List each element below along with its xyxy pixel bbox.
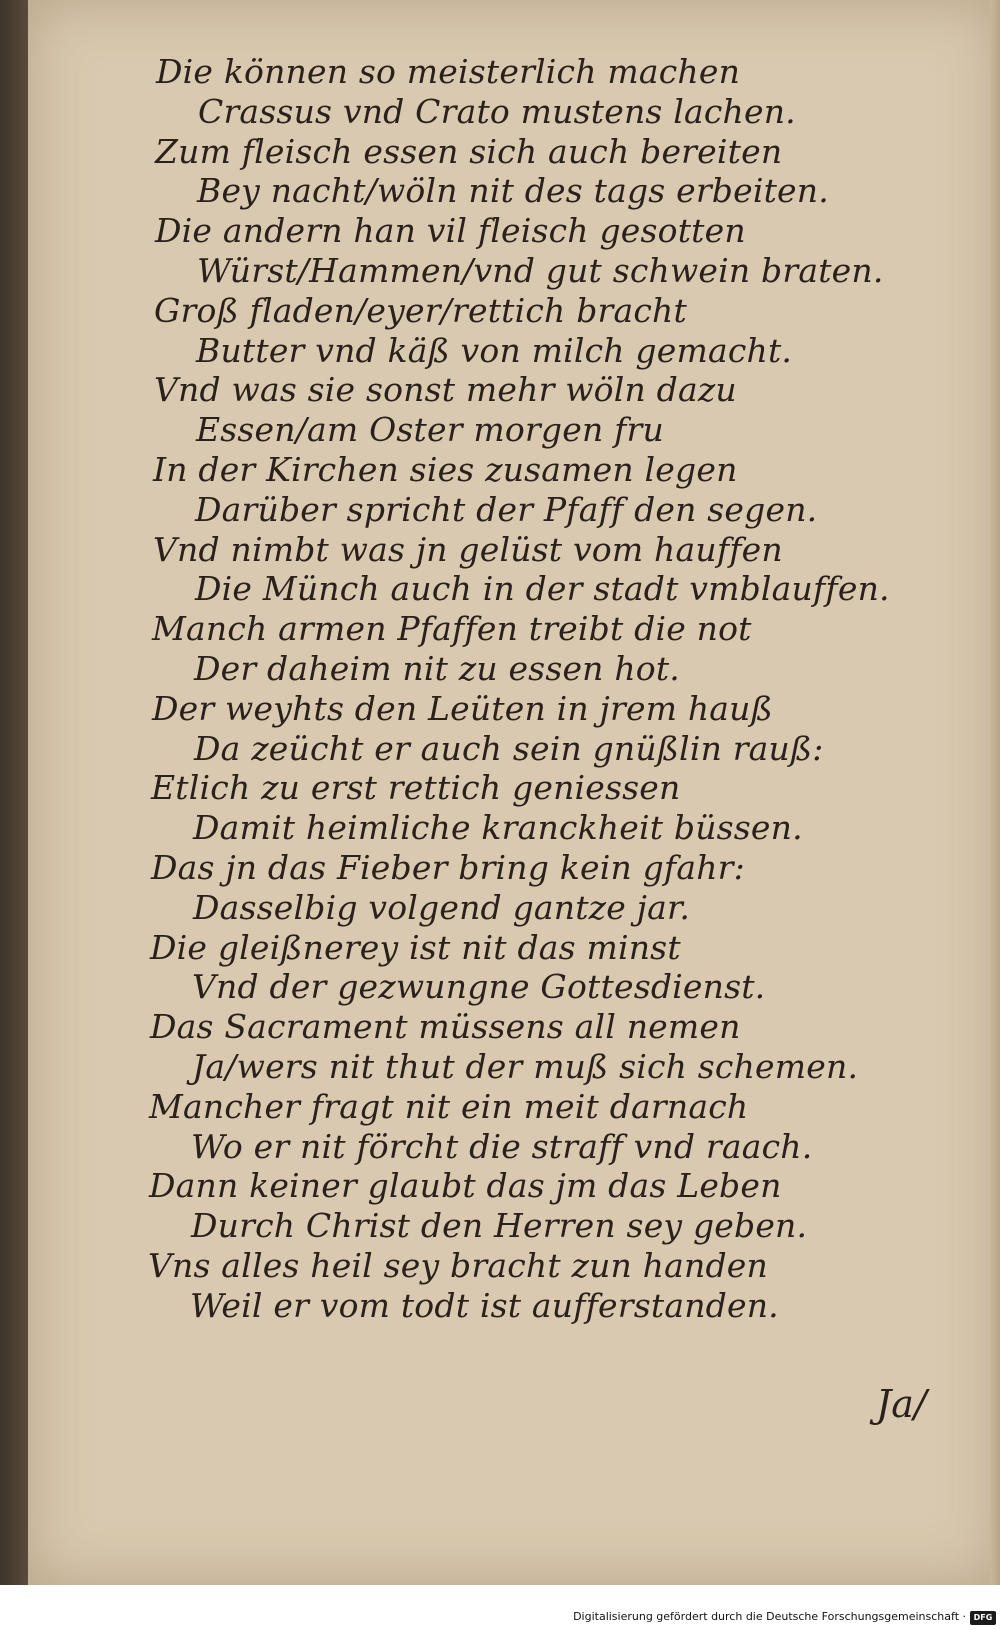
verse-line-indented: Bey nacht/wöln nit des tags erbeiten. [197, 171, 829, 210]
digitization-credit: Digitalisierung gefördert durch die Deutsche Forschungsgemeinschaft · [573, 1610, 966, 1623]
verse-line-indented: Ja/wers nit thut der muß sich schemen. [192, 1047, 859, 1086]
book-page [28, 0, 1000, 1585]
verse-line-indented: Butter vnd käß von milch gemacht. [196, 331, 793, 370]
verse-line-indented: Die Münch auch in der stadt vmblauffen. [195, 569, 890, 608]
verse-line-indented: Weil er vom todt ist aufferstanden. [190, 1286, 779, 1325]
verse-line: Manch armen Pfaffen treibt die not [152, 609, 752, 648]
verse-line: Vns alles heil sey bracht zun handen [148, 1246, 768, 1285]
verse-line: Mancher fragt nit ein meit darnach [149, 1087, 749, 1126]
dfg-logo: DFG [970, 1611, 996, 1625]
verse-block [28, 0, 1000, 1420]
verse-line: Das jn das Fieber bring kein gfahr: [151, 848, 745, 887]
verse-line-indented: Damit heimliche kranckheit büssen. [193, 808, 803, 847]
verse-line-indented: Der daheim nit zu essen hot. [194, 649, 681, 688]
verse-line-indented: Würst/Hammen/vnd gut schwein braten. [197, 251, 884, 290]
verse-line: Groß fladen/eyer/rettich bracht [154, 291, 687, 330]
footer-bar [0, 1585, 1000, 1630]
verse-line: Vnd nimbt was jn gelüst vom hauffen [153, 530, 783, 569]
book-spine [0, 0, 28, 1585]
verse-line: Die können so meisterlich machen [156, 52, 741, 91]
verse-line: Das Sacrament müssens all nemen [150, 1007, 741, 1046]
verse-line-indented: Darüber spricht der Pfaff den segen. [195, 490, 818, 529]
verse-line-indented: Wo er nit förcht die straff vnd raach. [191, 1127, 813, 1166]
verse-line: Etlich zu erst rettich geniessen [151, 768, 681, 807]
verse-line-indented: Essen/am Oster morgen fru [196, 410, 664, 449]
verse-line-indented: Da zeücht er auch sein gnüßlin rauß: [194, 729, 824, 768]
verse-line-indented: Dasselbig volgend gantze jar. [193, 888, 691, 927]
verse-line: Die gleißnerey ist nit das minst [150, 928, 681, 967]
verse-line: Der weyhts den Leüten in jrem hauß [152, 689, 773, 728]
verse-line: Zum fleisch essen sich auch bereiten [155, 132, 783, 171]
verse-line: Die andern han vil fleisch gesotten [155, 211, 746, 250]
catchword: Ja/ [876, 1382, 927, 1426]
verse-line: Vnd was sie sonst mehr wöln dazu [154, 370, 737, 409]
verse-line-indented: Crassus vnd Crato mustens lachen. [198, 92, 796, 131]
verse-line-indented: Durch Christ den Herren sey geben. [191, 1206, 808, 1245]
verse-line: In der Kirchen sies zusamen legen [153, 450, 738, 489]
verse-line: Dann keiner glaubt das jm das Leben [149, 1166, 782, 1205]
verse-line-indented: Vnd der gezwungne Gottesdienst. [192, 967, 766, 1006]
